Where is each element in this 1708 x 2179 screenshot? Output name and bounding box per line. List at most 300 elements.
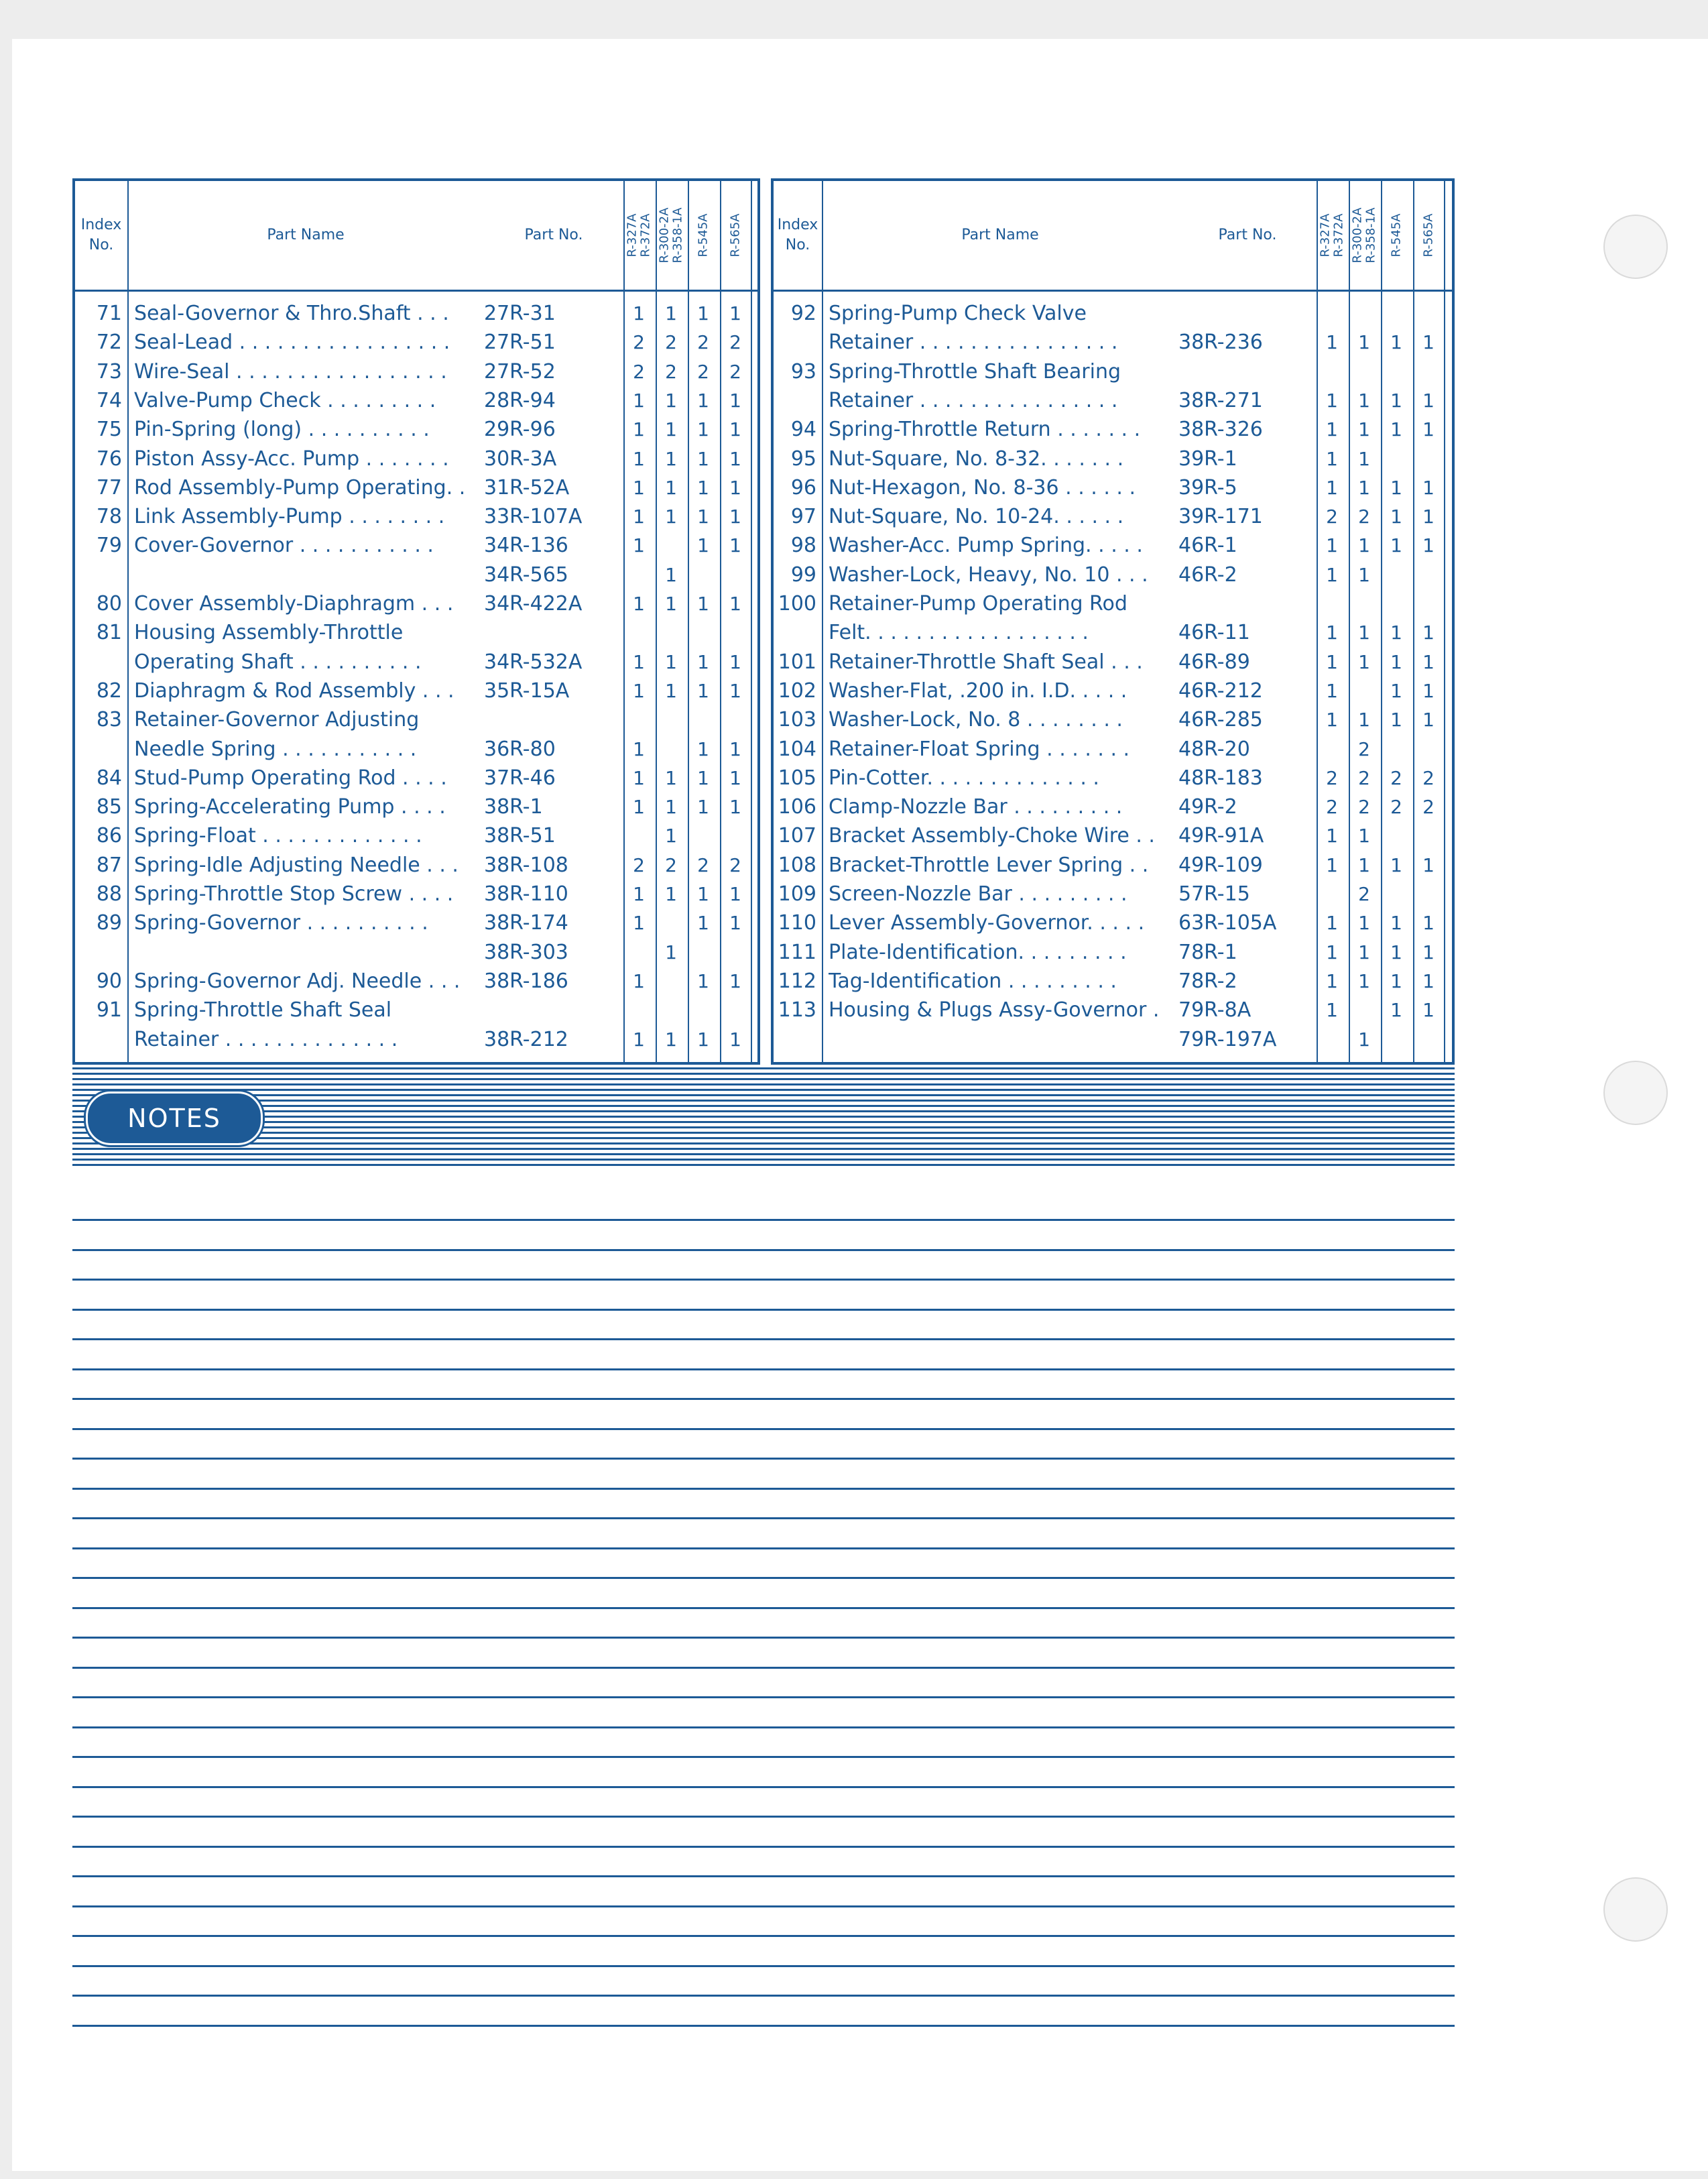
- row-part-no: 46R-11: [1178, 621, 1250, 645]
- row-quantity: 2: [1358, 766, 1370, 789]
- table-row: [75, 996, 757, 1024]
- row-quantity: 1: [729, 418, 741, 441]
- row-index: 87: [96, 853, 122, 877]
- table-row: [774, 1025, 1452, 1054]
- row-quantity: 1: [633, 766, 645, 789]
- row-quantity: 2: [697, 331, 709, 354]
- row-index: 90: [96, 969, 122, 993]
- row-quantity: 1: [697, 738, 709, 760]
- row-quantity: 1: [1390, 476, 1402, 499]
- table-row: [75, 357, 757, 386]
- table-row: [774, 938, 1452, 967]
- row-quantity: 1: [697, 796, 709, 819]
- row-part-name: Retainer . . . . . . . . . . . . . . . .: [829, 331, 1118, 355]
- row-quantity: 1: [1422, 679, 1435, 702]
- note-ruled-line: [72, 1637, 1455, 1639]
- row-part-no: 34R-136: [484, 534, 568, 558]
- row-quantity: 1: [1390, 999, 1402, 1022]
- table-row: [75, 908, 757, 937]
- row-part-no: 38R-212: [484, 1027, 568, 1051]
- row-part-no: 39R-5: [1178, 475, 1237, 499]
- row-quantity: 1: [1358, 912, 1370, 935]
- row-quantity: 1: [1422, 476, 1435, 499]
- row-quantity: 1: [633, 302, 645, 325]
- row-part-no: 49R-109: [1178, 853, 1263, 877]
- row-index: 84: [96, 766, 122, 790]
- row-part-no: 38R-51: [484, 824, 556, 848]
- row-index: 77: [96, 475, 122, 499]
- row-part-name: Retainer . . . . . . . . . . . . . .: [134, 1027, 398, 1051]
- row-index: 105: [778, 766, 816, 790]
- row-quantity: 1: [1422, 622, 1435, 644]
- row-quantity: 1: [665, 679, 677, 702]
- row-quantity: 1: [633, 650, 645, 673]
- note-ruled-line: [72, 1935, 1455, 1937]
- row-part-no: 79R-8A: [1178, 998, 1252, 1022]
- row-quantity: 1: [1326, 912, 1338, 935]
- notes-heading: NOTES: [86, 1092, 263, 1145]
- table-row: [774, 705, 1452, 734]
- note-ruled-line: [72, 1846, 1455, 1848]
- table-row: [75, 676, 757, 705]
- row-part-name: Cover-Governor . . . . . . . . . . .: [134, 534, 434, 558]
- row-index: 106: [778, 795, 816, 819]
- note-ruled-line: [72, 1547, 1455, 1549]
- row-part-name: Retainer-Float Spring . . . . . . .: [829, 737, 1130, 761]
- row-quantity: 1: [633, 883, 645, 905]
- row-part-no: 38R-110: [484, 882, 568, 906]
- row-part-no: 34R-422A: [484, 592, 583, 615]
- table-row: [75, 938, 757, 967]
- note-ruled-line: [72, 1279, 1455, 1281]
- row-index: 112: [778, 969, 816, 993]
- row-quantity: 1: [1390, 969, 1402, 992]
- row-part-name: Felt. . . . . . . . . . . . . . . . . .: [829, 621, 1089, 645]
- row-quantity: 2: [665, 331, 677, 354]
- row-part-name: Link Assembly-Pump . . . . . . . .: [134, 505, 445, 529]
- row-quantity: 2: [1326, 506, 1338, 528]
- table-row: [774, 386, 1452, 415]
- row-quantity: 1: [1326, 331, 1338, 354]
- row-quantity: 1: [697, 476, 709, 499]
- row-quantity: 2: [1358, 738, 1370, 760]
- row-part-name: Housing & Plugs Assy-Governor .: [829, 998, 1160, 1022]
- row-part-name: Cover Assembly-Diaphragm . . .: [134, 592, 454, 615]
- row-quantity: 1: [1358, 563, 1370, 586]
- row-part-name: Retainer-Governor Adjusting: [134, 708, 420, 732]
- note-ruled-line: [72, 1488, 1455, 1490]
- row-part-no: 27R-52: [484, 359, 556, 384]
- row-quantity: 1: [1390, 389, 1402, 412]
- parts-table-left: [72, 178, 760, 1065]
- row-part-name: Retainer-Pump Operating Rod: [829, 592, 1127, 615]
- row-part-name: Washer-Lock, Heavy, No. 10 . . .: [829, 563, 1148, 587]
- header-index: Index No.: [777, 217, 818, 253]
- row-quantity: 1: [729, 883, 741, 905]
- row-quantity: 1: [665, 883, 677, 905]
- table-row: [774, 299, 1452, 328]
- row-quantity: 1: [1422, 650, 1435, 673]
- row-quantity: 1: [1326, 825, 1338, 847]
- row-part-no: 49R-91A: [1178, 824, 1264, 848]
- table-row: [75, 589, 757, 618]
- row-index: 107: [778, 824, 816, 848]
- row-part-no: 63R-105A: [1178, 911, 1277, 935]
- header-model-label: R-545A: [1389, 213, 1404, 257]
- row-index: 71: [96, 302, 122, 325]
- row-quantity: 1: [1390, 650, 1402, 673]
- table-body: [75, 292, 757, 1062]
- row-quantity: 1: [1326, 389, 1338, 412]
- row-part-name: Piston Assy-Acc. Pump . . . . . . .: [134, 447, 449, 471]
- row-quantity: 1: [1358, 622, 1370, 644]
- row-quantity: 1: [633, 796, 645, 819]
- row-part-name: Lever Assembly-Governor. . . . .: [829, 911, 1145, 935]
- row-index: 75: [96, 418, 122, 442]
- row-quantity: 1: [1358, 941, 1370, 963]
- table-row: [774, 908, 1452, 937]
- row-part-no: 46R-1: [1178, 534, 1237, 558]
- row-quantity: 1: [729, 389, 741, 412]
- row-part-no: 38R-174: [484, 911, 568, 935]
- header-model-col: [720, 181, 751, 290]
- binder-hole: [1603, 1061, 1668, 1125]
- row-quantity: 1: [633, 476, 645, 499]
- row-quantity: 1: [1358, 709, 1370, 731]
- row-quantity: 1: [665, 418, 677, 441]
- row-index: 79: [96, 534, 122, 558]
- row-part-no: 78R-1: [1178, 940, 1237, 964]
- note-ruled-line: [72, 1428, 1455, 1430]
- row-quantity: 2: [729, 331, 741, 354]
- note-ruled-line: [72, 1607, 1455, 1609]
- row-quantity: 2: [697, 360, 709, 383]
- table-row: [774, 880, 1452, 908]
- row-quantity: 1: [1326, 476, 1338, 499]
- row-quantity: 2: [633, 360, 645, 383]
- row-quantity: 2: [1390, 766, 1402, 789]
- row-part-no: 38R-1: [484, 795, 543, 819]
- row-quantity: 1: [729, 766, 741, 789]
- row-quantity: 1: [1358, 853, 1370, 876]
- note-ruled-line: [72, 1577, 1455, 1579]
- row-quantity: 1: [1358, 1028, 1370, 1051]
- row-index: 93: [790, 359, 816, 384]
- row-quantity: 1: [1390, 853, 1402, 876]
- table-row: [774, 502, 1452, 531]
- note-ruled-line: [72, 1309, 1455, 1311]
- row-quantity: 1: [729, 650, 741, 673]
- row-quantity: 2: [1358, 883, 1370, 905]
- row-quantity: 1: [633, 912, 645, 935]
- row-quantity: 1: [1358, 476, 1370, 499]
- header-model-label: R-565A: [1421, 213, 1436, 257]
- row-index: 83: [96, 708, 122, 732]
- row-quantity: 1: [665, 447, 677, 470]
- row-index: 74: [96, 388, 122, 412]
- row-quantity: 1: [665, 593, 677, 615]
- note-ruled-line: [72, 1756, 1455, 1758]
- table-row: [774, 676, 1452, 705]
- row-quantity: 1: [1422, 709, 1435, 731]
- row-quantity: 1: [665, 476, 677, 499]
- row-index: 100: [778, 592, 816, 615]
- row-part-no: 48R-183: [1178, 766, 1263, 790]
- row-part-name: Spring-Idle Adjusting Needle . . .: [134, 853, 459, 877]
- table-row: [75, 705, 757, 734]
- header-index: Index No.: [80, 217, 122, 253]
- row-quantity: 1: [697, 593, 709, 615]
- table-row: [774, 357, 1452, 386]
- row-quantity: 1: [1326, 709, 1338, 731]
- row-quantity: 1: [665, 506, 677, 528]
- row-part-no: 35R-15A: [484, 679, 570, 703]
- table-row: [774, 328, 1452, 357]
- row-quantity: 1: [633, 969, 645, 992]
- row-index: 72: [96, 331, 122, 355]
- row-part-no: 27R-51: [484, 331, 556, 355]
- row-quantity: 1: [697, 679, 709, 702]
- row-index: 102: [778, 679, 816, 703]
- table-row: [75, 648, 757, 676]
- row-quantity: 1: [1326, 563, 1338, 586]
- row-quantity: 2: [633, 853, 645, 876]
- row-index: 91: [96, 998, 122, 1022]
- note-ruled-line: [72, 1786, 1455, 1788]
- row-part-no: 48R-20: [1178, 737, 1250, 761]
- header-model-label: R-327A R-372A: [1318, 213, 1346, 257]
- row-part-no: 78R-2: [1178, 969, 1237, 993]
- row-part-no: 28R-94: [484, 388, 556, 412]
- note-ruled-line: [72, 1219, 1455, 1221]
- table-body: [774, 292, 1452, 1062]
- row-quantity: 1: [1358, 969, 1370, 992]
- row-quantity: 1: [697, 766, 709, 789]
- row-quantity: 1: [1358, 331, 1370, 354]
- row-quantity: 1: [1326, 418, 1338, 441]
- table-row: [75, 764, 757, 792]
- row-part-name: Washer-Acc. Pump Spring. . . . .: [829, 534, 1143, 558]
- row-quantity: 1: [1390, 534, 1402, 557]
- row-quantity: 1: [1390, 941, 1402, 963]
- row-quantity: 1: [729, 796, 741, 819]
- row-quantity: 1: [1390, 331, 1402, 354]
- row-quantity: 1: [665, 1028, 677, 1051]
- note-ruled-line: [72, 1905, 1455, 1907]
- row-quantity: 2: [1422, 796, 1435, 819]
- row-quantity: 1: [697, 302, 709, 325]
- row-part-name: Pin-Cotter. . . . . . . . . . . . . .: [829, 766, 1099, 790]
- row-quantity: 1: [729, 593, 741, 615]
- table-row: [75, 735, 757, 764]
- row-part-no: 34R-565: [484, 563, 568, 587]
- row-quantity: 1: [1358, 447, 1370, 470]
- row-index: 101: [778, 650, 816, 674]
- row-quantity: 1: [633, 506, 645, 528]
- row-quantity: 1: [1358, 825, 1370, 847]
- row-quantity: 1: [1390, 912, 1402, 935]
- row-quantity: 2: [1358, 506, 1370, 528]
- row-part-no: 46R-212: [1178, 679, 1263, 703]
- row-part-name: Diaphragm & Rod Assembly . . .: [134, 679, 454, 703]
- table-row: [774, 648, 1452, 676]
- row-part-no: 31R-52A: [484, 475, 570, 499]
- row-quantity: 2: [1422, 766, 1435, 789]
- table-row: [774, 473, 1452, 502]
- row-part-no: 30R-3A: [484, 447, 557, 471]
- row-part-no: 38R-303: [484, 940, 568, 964]
- row-index: 76: [96, 447, 122, 471]
- row-part-no: 38R-236: [1178, 331, 1263, 355]
- row-index: 111: [778, 940, 816, 964]
- row-part-no: 38R-108: [484, 853, 568, 877]
- table-row: [75, 821, 757, 850]
- row-part-name: Spring-Throttle Stop Screw . . . .: [134, 882, 454, 906]
- table-row: [774, 792, 1452, 821]
- row-quantity: 1: [697, 447, 709, 470]
- row-part-name: Seal-Lead . . . . . . . . . . . . . . . . .: [134, 331, 450, 355]
- row-quantity: 1: [633, 389, 645, 412]
- table-row: [75, 502, 757, 531]
- table-row: [774, 967, 1452, 996]
- row-quantity: 1: [697, 1028, 709, 1051]
- row-part-name: Spring-Throttle Shaft Seal: [134, 998, 392, 1022]
- row-part-no: 37R-46: [484, 766, 556, 790]
- row-quantity: 1: [1358, 389, 1370, 412]
- table-row: [774, 589, 1452, 618]
- row-quantity: 1: [1422, 912, 1435, 935]
- row-index: 110: [778, 911, 816, 935]
- note-ruled-line: [72, 1965, 1455, 1967]
- row-part-name: Spring-Governor Adj. Needle . . .: [134, 969, 461, 993]
- row-quantity: 1: [633, 738, 645, 760]
- table-row: [75, 328, 757, 357]
- note-ruled-line: [72, 1398, 1455, 1400]
- header-part-name: Part Name: [267, 227, 345, 243]
- note-ruled-line: [72, 1667, 1455, 1669]
- row-quantity: 1: [633, 534, 645, 557]
- row-quantity: 1: [697, 506, 709, 528]
- row-part-no: 36R-80: [484, 737, 556, 761]
- row-part-name: Rod Assembly-Pump Operating. .: [134, 475, 466, 499]
- row-quantity: 1: [665, 825, 677, 847]
- table-row: [774, 531, 1452, 560]
- row-quantity: 1: [665, 796, 677, 819]
- row-index: 88: [96, 882, 122, 906]
- note-ruled-line: [72, 1816, 1455, 1818]
- row-quantity: 1: [1326, 941, 1338, 963]
- row-quantity: 1: [697, 883, 709, 905]
- row-part-name: Washer-Lock, No. 8 . . . . . . . .: [829, 708, 1123, 732]
- row-part-no: 46R-89: [1178, 650, 1250, 674]
- row-part-name: Spring-Throttle Return . . . . . . .: [829, 418, 1141, 442]
- row-quantity: 1: [1390, 622, 1402, 644]
- row-quantity: 1: [633, 418, 645, 441]
- row-quantity: 1: [1390, 418, 1402, 441]
- row-index: 97: [790, 505, 816, 529]
- table-row: [774, 764, 1452, 792]
- row-index: 109: [778, 882, 816, 906]
- row-quantity: 1: [729, 476, 741, 499]
- row-index: 98: [790, 534, 816, 558]
- row-index: 89: [96, 911, 122, 935]
- row-quantity: 1: [633, 447, 645, 470]
- row-quantity: 1: [665, 766, 677, 789]
- header-model-col: [1349, 181, 1380, 290]
- table-row: [75, 1025, 757, 1054]
- table-row: [75, 880, 757, 908]
- row-part-name: Nut-Square, No. 8-32. . . . . . .: [829, 447, 1124, 471]
- row-part-name: Washer-Flat, .200 in. I.D. . . . .: [829, 679, 1127, 703]
- row-quantity: 1: [1422, 389, 1435, 412]
- row-quantity: 1: [1326, 679, 1338, 702]
- note-ruled-line: [72, 1368, 1455, 1370]
- table-row: [774, 821, 1452, 850]
- row-part-no: 34R-532A: [484, 650, 583, 674]
- row-quantity: 1: [633, 593, 645, 615]
- row-quantity: 1: [729, 534, 741, 557]
- row-quantity: 1: [1358, 534, 1370, 557]
- row-part-no: 46R-2: [1178, 563, 1237, 587]
- row-quantity: 1: [697, 912, 709, 935]
- row-part-name: Screen-Nozzle Bar . . . . . . . . .: [829, 882, 1127, 906]
- table-row: [75, 415, 757, 444]
- row-quantity: 1: [1390, 709, 1402, 731]
- row-index: 108: [778, 853, 816, 877]
- row-quantity: 1: [1422, 999, 1435, 1022]
- row-index: 82: [96, 679, 122, 703]
- row-part-name: Spring-Float . . . . . . . . . . . . .: [134, 824, 422, 848]
- row-quantity: 1: [1326, 650, 1338, 673]
- row-quantity: 1: [729, 447, 741, 470]
- row-quantity: 1: [1390, 679, 1402, 702]
- row-part-name: Spring-Governor . . . . . . . . . .: [134, 911, 428, 935]
- table-row: [75, 445, 757, 473]
- row-quantity: 1: [729, 302, 741, 325]
- row-quantity: 1: [729, 1028, 741, 1051]
- row-quantity: 1: [665, 650, 677, 673]
- row-quantity: 1: [729, 738, 741, 760]
- row-part-no: 39R-171: [1178, 505, 1263, 529]
- binder-hole: [1603, 215, 1668, 279]
- parts-table-right: [771, 178, 1455, 1065]
- table-row: [774, 851, 1452, 880]
- row-quantity: 1: [697, 389, 709, 412]
- row-quantity: 2: [1390, 796, 1402, 819]
- row-quantity: 1: [1422, 331, 1435, 354]
- row-quantity: 1: [729, 679, 741, 702]
- row-quantity: 1: [1326, 447, 1338, 470]
- row-quantity: 1: [697, 969, 709, 992]
- row-part-name: Spring-Pump Check Valve: [829, 302, 1087, 325]
- table-row: [75, 473, 757, 502]
- row-quantity: 1: [1358, 650, 1370, 673]
- row-quantity: 1: [1326, 969, 1338, 992]
- row-quantity: 1: [697, 418, 709, 441]
- row-quantity: 1: [665, 941, 677, 963]
- row-quantity: 1: [633, 1028, 645, 1051]
- row-part-name: Valve-Pump Check . . . . . . . . .: [134, 388, 436, 412]
- row-index: 99: [790, 563, 816, 587]
- row-quantity: 2: [1326, 796, 1338, 819]
- table-row: [75, 561, 757, 589]
- table-row: [75, 792, 757, 821]
- header-model-label: R-300-2A R-358-1A: [1350, 207, 1378, 263]
- table-header: [774, 181, 1452, 292]
- row-part-name: Tag-Identification . . . . . . . . .: [829, 969, 1117, 993]
- row-quantity: 2: [1326, 766, 1338, 789]
- note-ruled-line: [72, 1249, 1455, 1251]
